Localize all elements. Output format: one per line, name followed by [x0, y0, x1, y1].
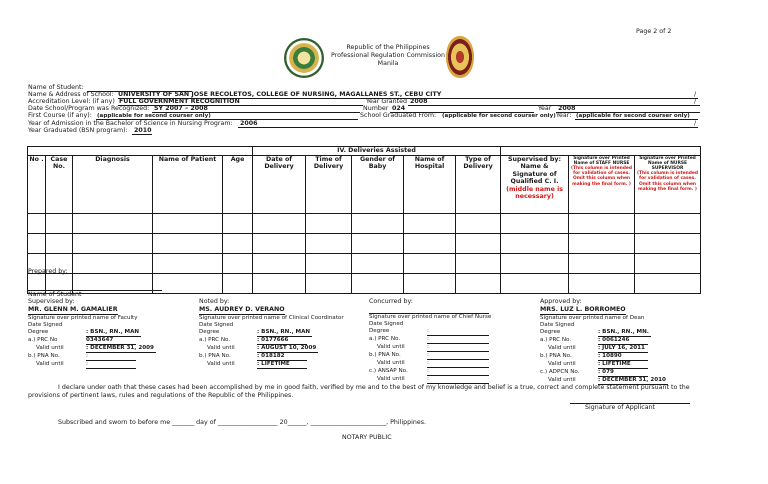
col-time: Time of Delivery	[306, 155, 352, 213]
slash-3: /	[694, 120, 697, 127]
chief-nurse-valid1: :	[427, 344, 489, 352]
school-graduated-label: School Graduated From:	[360, 112, 437, 119]
coordinator-heading: Noted by:	[199, 298, 230, 305]
date-recognized-label: Date School/Program was Recognized:	[28, 105, 150, 112]
header-prc: Professional Regulation Commission	[331, 52, 445, 59]
coordinator-prc: : 0177666	[257, 337, 307, 345]
col-diagnosis: Diagnosis	[73, 155, 153, 213]
faculty-prc-label: a.) PRC No	[28, 337, 58, 343]
chief-nurse-valid1-label: Valid until	[377, 344, 405, 350]
chief-nurse-heading: Concurred by:	[369, 298, 413, 305]
coordinator-degree-label: Degree	[199, 329, 220, 335]
faculty-block	[28, 298, 156, 369]
coordinator-pna-label: b.) PNA No.	[199, 353, 231, 359]
table-row	[28, 253, 701, 273]
sworn-statement: Subscribed and sworn to before me _______ day of ___________________ 20______, ________________________, Philippines.	[58, 419, 427, 426]
faculty-valid2-label: Valid until	[36, 361, 64, 367]
number-value: 024	[392, 105, 406, 112]
dean-degree: : BSN., RN., MN.	[598, 329, 649, 335]
faculty-valid2: :	[86, 361, 136, 369]
faculty-heading: Supervised by:	[28, 298, 75, 305]
dean-pna-label: b.) PNA No.	[540, 353, 572, 359]
year-granted-value: 2008	[410, 98, 428, 105]
coordinator-valid1-label: Valid until	[207, 345, 235, 351]
col-staff-nurse	[569, 155, 635, 213]
year2-value: (applicable for second courser only)	[576, 113, 690, 119]
col-age: Age	[223, 155, 253, 213]
dean-valid3-label: Valid until	[548, 377, 576, 383]
dean-valid3: : DECEMBER 31, 2010	[598, 377, 666, 383]
chief-nurse-pna: :	[427, 352, 489, 360]
year-label: Year	[538, 105, 552, 112]
signature-applicant: Signature of Applicant	[585, 404, 656, 411]
faculty-valid1: : DECEMBER 31, 2009	[86, 345, 154, 351]
coordinator-block	[199, 298, 344, 369]
graduated-value: 2010	[134, 127, 152, 134]
col-supervised-label: Supervised by: Name & Signature of Qualified C. I.	[508, 155, 562, 185]
slash-1: /	[694, 91, 697, 98]
faculty-pna-label: b.) PNA No.	[28, 353, 60, 359]
chief-nurse-ansap: :	[427, 368, 489, 376]
chief-nurse-name-line	[369, 306, 489, 314]
faculty-name: MR. GLENN M. GAMALIER	[28, 306, 118, 313]
coordinator-date-signed: Date Signed	[199, 322, 234, 328]
coordinator-pna: : 018182	[257, 353, 307, 361]
chief-nurse-valid2-label: Valid until	[377, 360, 405, 366]
chief-nurse-prc-label: a.) PRC No.	[369, 336, 401, 342]
notary-public: NOTARY PUBLIC	[342, 434, 392, 441]
name-of-student-label: Name of Student	[28, 291, 82, 298]
col-date: Date of Delivery	[253, 155, 306, 213]
number-label: Number	[363, 105, 389, 112]
table-row	[28, 233, 701, 253]
dean-adpcn-label: c.) ADPCN No.	[540, 369, 580, 375]
slash-2: /	[694, 98, 697, 105]
graduated-label: Year Graduated (BSN program):	[28, 127, 128, 134]
faculty-degree-label: Degree	[28, 329, 49, 335]
faculty-role: Signature over printed name of Faculty	[28, 315, 138, 321]
school-graduated-value: (applicable for second courser only)	[442, 113, 556, 119]
dean-valid1: : JULY 16, 2011	[598, 345, 648, 353]
first-course-label: First Course (if any):	[28, 112, 92, 119]
faculty-pna: :	[86, 353, 136, 361]
faculty-prc: 0343647	[86, 337, 136, 345]
admission-label: Year of Admission in the Bachelor of Science in Nursing Program:	[28, 120, 233, 127]
dean-role: Signature over printed name of Dean	[540, 315, 645, 321]
col-supervised-note: (middle name is necessary)	[506, 185, 563, 200]
col-supervised	[501, 155, 569, 213]
col-patient: Name of Patient	[153, 155, 223, 213]
coordinator-name: MS. AUDREY D. VERANO	[199, 306, 285, 313]
dean-prc: : 0061246	[598, 337, 648, 345]
chief-nurse-degree: :	[427, 328, 489, 336]
chief-nurse-degree-label: Degree	[369, 328, 390, 334]
chief-nurse-ansap-label: c.) ANSAP No.	[369, 368, 408, 374]
dean-valid1-label: Valid until	[548, 345, 576, 351]
dean-valid2: : LIFETIME	[598, 361, 648, 369]
col-gender: Gender of Baby	[352, 155, 404, 213]
col-super-note: (This column is intended for validation of cases. Omit this column when making the final form. )	[637, 171, 699, 192]
col-type: Type of Delivery	[456, 155, 501, 213]
first-course-value: (applicable for second courser only)	[97, 113, 211, 119]
chief-nurse-date-signed: Date Signed	[369, 321, 404, 327]
coordinator-valid2: : LIFETIME	[257, 361, 307, 369]
chief-nurse-valid3-label: Valid until	[377, 376, 405, 382]
dean-adpcn: : 079	[598, 369, 648, 377]
school-address-label: Name & Address of School:	[28, 91, 114, 98]
oath-line2: provisions of pertinent laws, rules and regulations of the Republic of the Philippines.	[28, 392, 294, 399]
header-republic: Republic of the Philippines	[346, 44, 430, 51]
chief-nurse-role: Signature over printed name of Chief Nurse	[369, 314, 492, 320]
dean-degree-label: Degree	[540, 329, 561, 335]
prepared-by-label: Prepared by:	[28, 268, 68, 275]
col-super-title: Signature over Printed Name of NURSE SUPERVISOR	[639, 155, 696, 171]
faculty-degree: : BSN., RN., MAN	[86, 329, 140, 335]
header-manila: Manila	[377, 60, 399, 67]
coordinator-degree: : BSN., RN., MAN	[257, 329, 311, 335]
coordinator-role: Signature over printed name of Clinical Coordinator	[199, 315, 344, 321]
page-number: Page 2 of 2	[636, 28, 672, 35]
dean-heading: Approved by:	[540, 298, 582, 305]
col-nurse-supervisor	[635, 155, 701, 213]
date-recognized-value: SY 2007 – 2008	[154, 105, 208, 112]
year-value: 2008	[558, 105, 576, 112]
chief-nurse-pna-label: b.) PNA No.	[369, 352, 401, 358]
year-granted-label: Year Granted	[366, 98, 407, 105]
chief-nurse-prc: :	[427, 336, 489, 344]
faculty-date-signed: Date Signed	[28, 322, 63, 328]
dean-prc-label: a.) PRC No.	[540, 337, 572, 343]
oath-line1: I declare under oath that these cases had been accomplished by me in good faith, verified by me and to the best of my knowledge and belief is a true, correct and complete statement pursuant to the	[58, 384, 690, 391]
dean-valid2-label: Valid until	[548, 361, 576, 367]
col-staff-title: Signature over Printed Name of STAFF NURSE	[573, 155, 630, 166]
col-hospital: Name of Hospital	[404, 155, 456, 213]
dean-pna: : 10890	[598, 353, 648, 361]
deliveries-table	[27, 146, 701, 294]
coordinator-prc-label: a.) PRC No.	[199, 337, 231, 343]
chief-nurse-valid3: :	[427, 376, 489, 384]
admission-value: 2006	[240, 120, 258, 127]
coordinator-valid2-label: Valid until	[207, 361, 235, 367]
col-no: No .	[28, 155, 46, 213]
coordinator-valid1: : AUGUST 10, 2009	[257, 345, 317, 351]
accreditation-label: Accreditation Level: (if any)	[28, 98, 115, 105]
chief-nurse-block	[369, 298, 491, 384]
year2-label: Year:	[556, 112, 572, 119]
dean-name: MRS. LUZ L. BORROMEO	[540, 306, 626, 313]
col-staff-note: (This column is intended for validation of cases. Omit this column when making the final form. )	[571, 165, 633, 187]
table-row	[28, 213, 701, 233]
faculty-valid1-label: Valid until	[36, 345, 64, 351]
accreditation-value: FULL GOVERNMENT RECOGNITION	[119, 98, 240, 105]
table-title: IV. Deliveries Assisted	[253, 147, 501, 156]
school-address-value: UNIVERSITY OF SAN JOSE RECOLETOS, COLLEGE OF NURSING, MAGALLANES ST., CEBU CITY	[118, 91, 442, 98]
student-name-label: Name of Student:	[28, 84, 84, 91]
col-case: Case No.	[46, 155, 73, 213]
dean-block	[540, 298, 668, 385]
dean-date-signed: Date Signed	[540, 322, 575, 328]
chief-nurse-valid2: :	[427, 360, 489, 368]
